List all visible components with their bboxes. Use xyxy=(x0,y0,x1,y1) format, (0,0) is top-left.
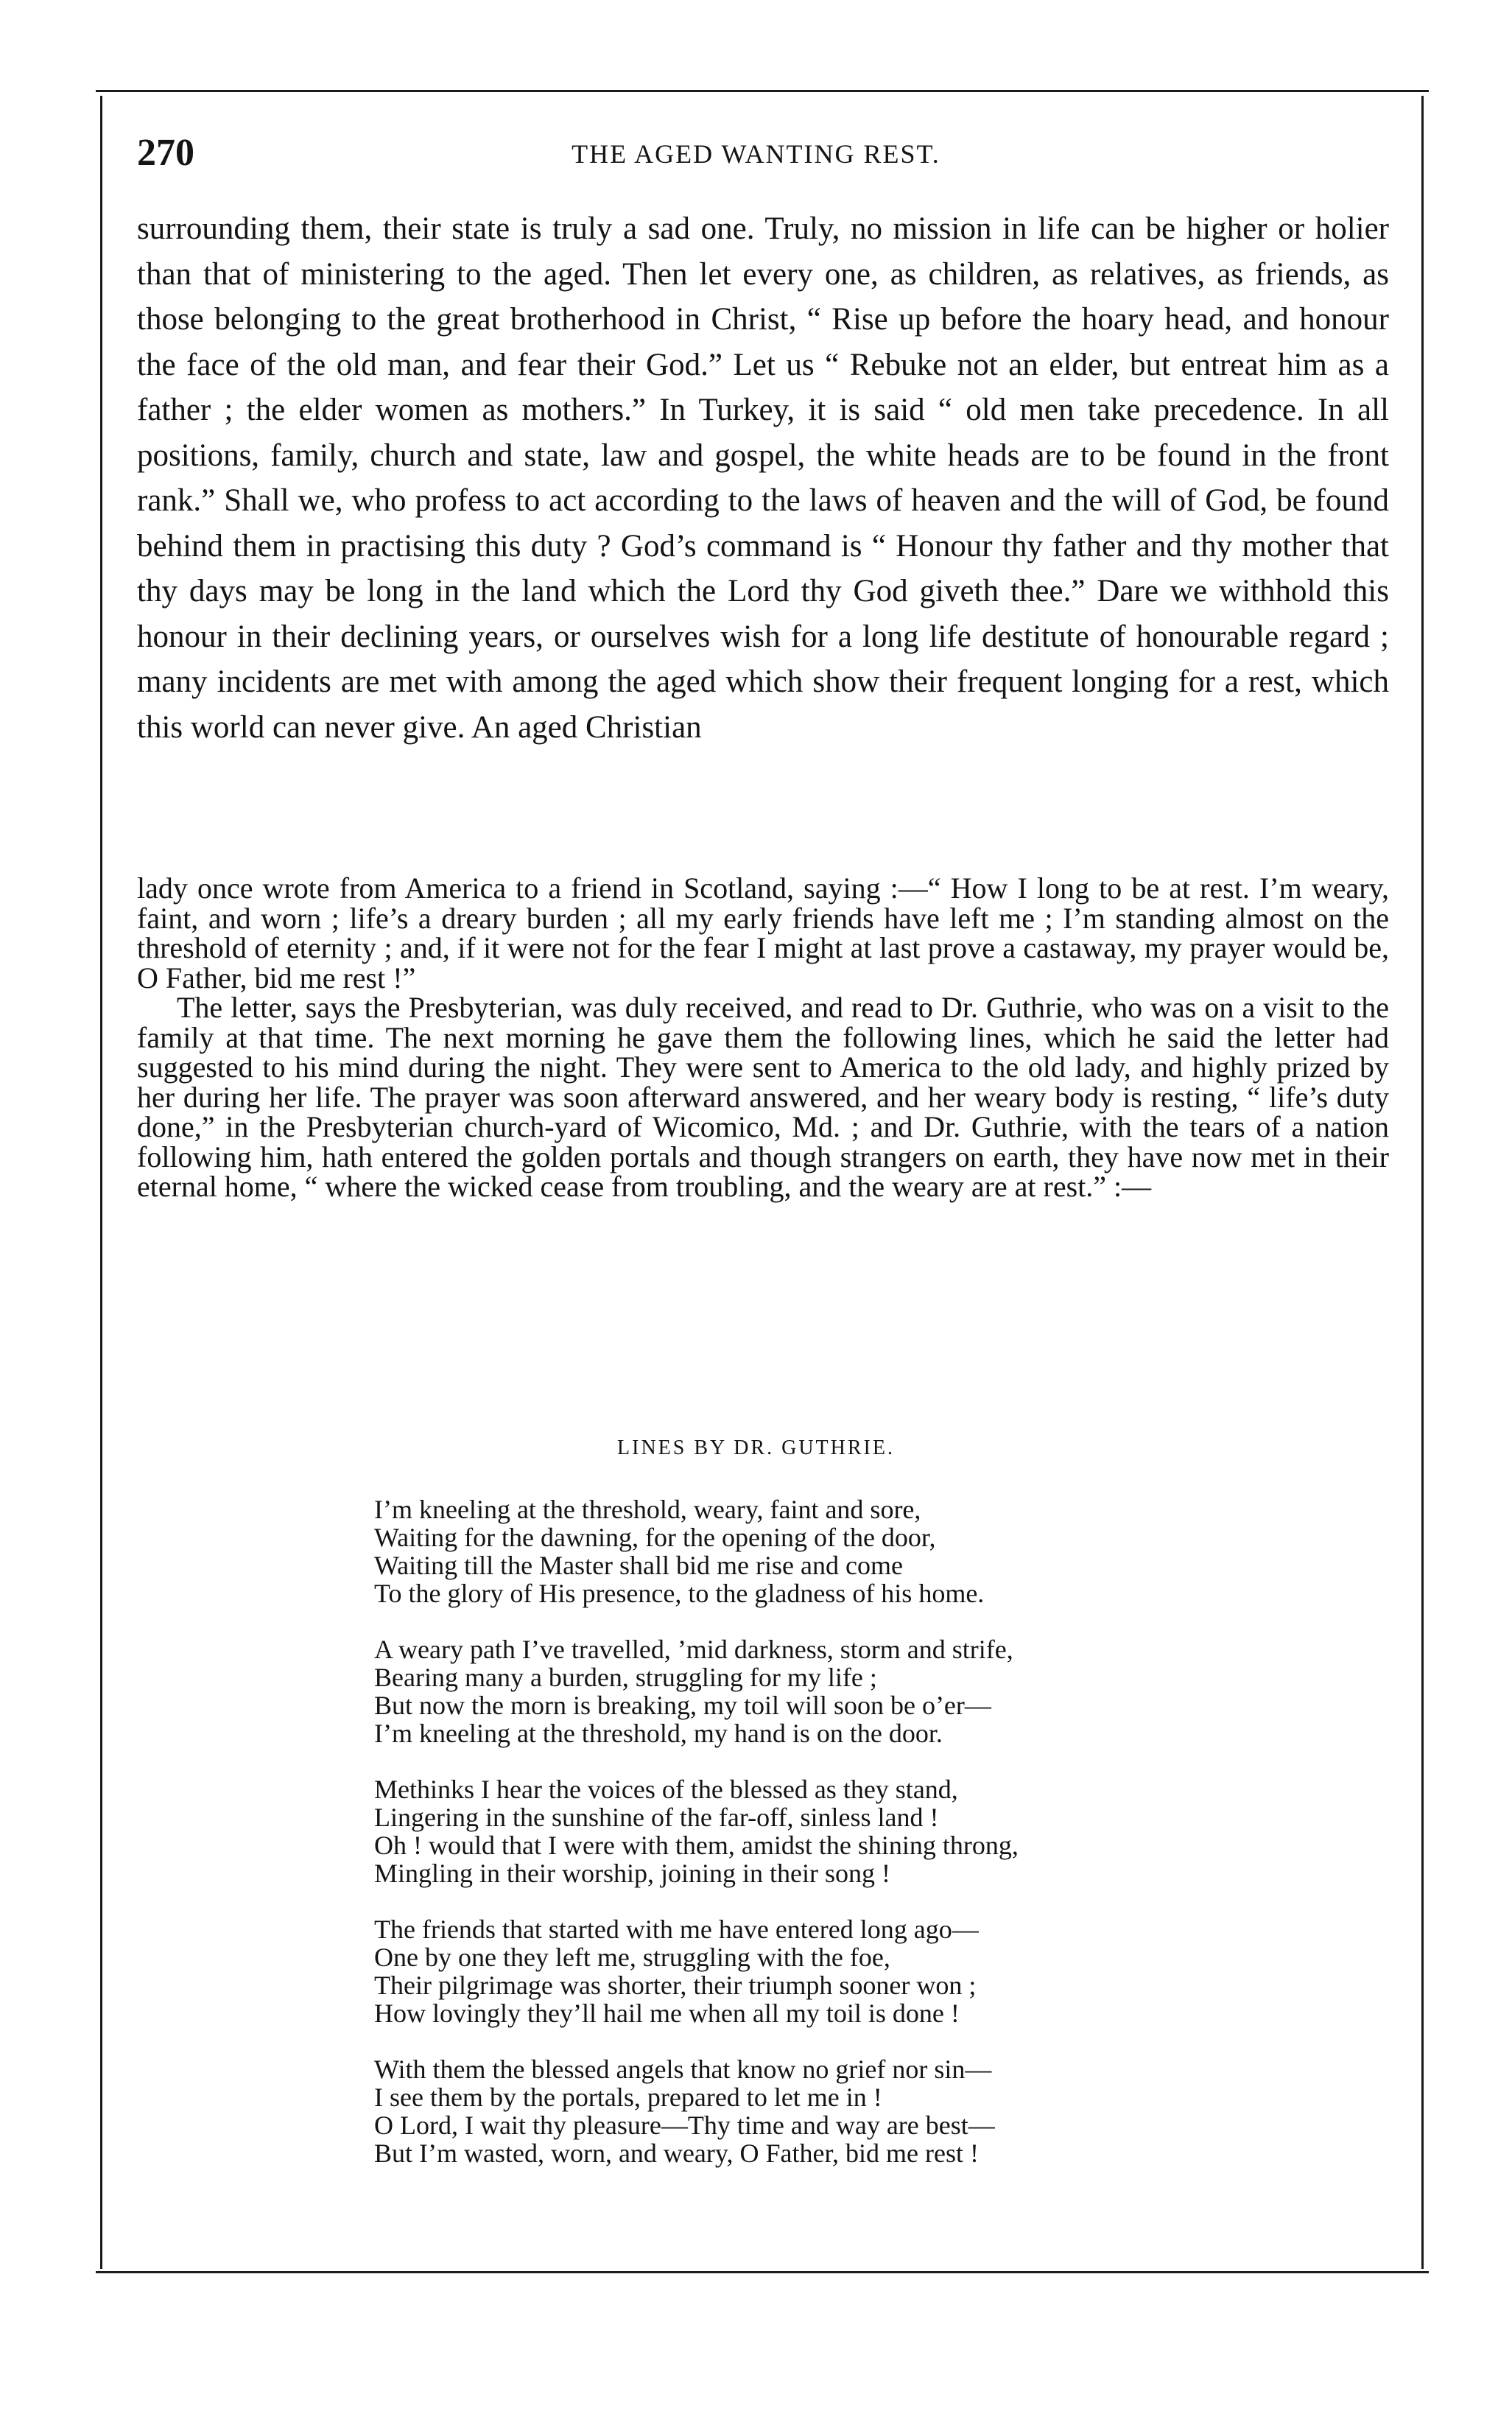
poem-stanza xyxy=(374,1635,1019,1747)
poem-line: I’m kneeling at the threshold, weary, faint and sore, xyxy=(374,1495,921,1524)
poem-stanza xyxy=(374,1775,1019,1887)
poem-line: A weary path I’ve travelled, ’mid darkness, storm and strife, xyxy=(374,1635,1013,1664)
top-border-rule xyxy=(96,90,1429,92)
poem-line: To the glory of His presence, to the gladness of his home. xyxy=(374,1579,985,1608)
running-title: THE AGED WANTING REST. xyxy=(572,139,940,169)
poem-line: O Lord, I wait thy pleasure—Thy time and way are best— xyxy=(374,2111,995,2140)
poem xyxy=(374,1495,1019,2195)
poem-stanza xyxy=(374,1915,1019,2027)
poem-line: I’m kneeling at the threshold, my hand is on the door. xyxy=(374,1719,943,1748)
article-body-large xyxy=(137,206,1389,750)
poem-line: But I’m wasted, worn, and weary, O Father, bid me rest ! xyxy=(374,2138,980,2168)
poem-line: But now the morn is breaking, my toil will soon be o’er— xyxy=(374,1691,991,1720)
poem-line: How lovingly they’ll hail me when all my toil is done ! xyxy=(374,1999,960,2028)
bottom-border-rule xyxy=(96,2271,1429,2273)
poem-line: I see them by the portals, prepared to let me in ! xyxy=(374,2083,882,2112)
poem-line: Mingling in their worship, joining in their song ! xyxy=(374,1859,890,1888)
poem-line: Waiting for the dawning, for the opening of the door, xyxy=(374,1523,936,1552)
poem-line: Bearing many a burden, struggling for my life ; xyxy=(374,1663,877,1692)
poem-title: LINES BY DR. GUTHRIE. xyxy=(617,1436,895,1459)
poem-line: Methinks I hear the voices of the blessed as they stand, xyxy=(374,1775,958,1804)
paragraph: surrounding them, their state is truly a sad one. Truly, no mission in life can be higher or holier than that of ministering to the aged. Then let every one, as children, as relatives, as friends, as those belonging to the great brotherhood in Christ, “ Rise up before the hoary head, and honour the face of the old man, and fear their God.” Let us “ Rebuke not an elder, but entreat him as a father ; the elder women as mothers.” In Turkey, it is said “ old men take precedence. In all positions, family, church and state, law and gospel, the white heads are to be found in the front rank.” Shall we, who profess to act according to the laws of heaven and the will of God, be found behind them in practising this duty ? God’s command is “ Honour thy father and thy mother that thy days may be long in the land which the Lord thy God giveth thee.” Dare we withhold this honour in their declining years, or ourselves wish for a long life destitute of honourable regard ; many incidents are met with among the aged which show their frequent longing for a rest, which this world can never give. An aged Christian xyxy=(137,211,1389,745)
poem-line: The friends that started with me have entered long ago— xyxy=(374,1915,979,1944)
page-number: 270 xyxy=(137,132,194,174)
left-border-rule xyxy=(100,96,102,2269)
poem-line: Oh ! would that I were with them, amidst the shining throng, xyxy=(374,1831,1019,1860)
right-border-rule xyxy=(1421,96,1424,2269)
poem-stanza xyxy=(374,1495,1019,1607)
poem-line: Waiting till the Master shall bid me rise and come xyxy=(374,1551,903,1580)
poem-line: One by one they left me, struggling with the foe, xyxy=(374,1943,890,1972)
paragraph: The letter, says the Presbyterian, was duly received, and read to Dr. Guthrie, who was on a visit to the family at that time. The next morning he gave them the following lines, which he said the letter had suggested to his mind during the night. They were sent to America to the old lady, and highly prized by her during her life. The prayer was soon afterward answered, and her weary body is resting, “ life’s duty done,” in the Presbyterian church-yard of Wicomico, Md. ; and Dr. Guthrie, with the tears of a nation following him, hath entered the golden portals and though strangers on earth, they have now met in their eternal home, “ where the wicked cease from troubling, and the weary are at rest.” :— xyxy=(137,991,1389,1203)
poem-stanza xyxy=(374,2055,1019,2167)
article-body-small xyxy=(137,871,1389,1203)
poem-line: Their pilgrimage was shorter, their triumph sooner won ; xyxy=(374,1971,977,2000)
paragraph: lady once wrote from America to a friend in Scotland, saying :—“ How I long to be at rest. I’m weary, faint, and worn ; life’s a dreary burden ; all my early friends have left me ; I’m standing almost on the threshold of eternity ; and, if it were not for the fear I might at last prove a castaway, my prayer would be, O Father, bid me rest !” xyxy=(137,871,1389,994)
poem-line: With them the blessed angels that know no grief nor sin— xyxy=(374,2055,992,2084)
poem-line: Lingering in the sunshine of the far-off, sinless land ! xyxy=(374,1803,939,1832)
